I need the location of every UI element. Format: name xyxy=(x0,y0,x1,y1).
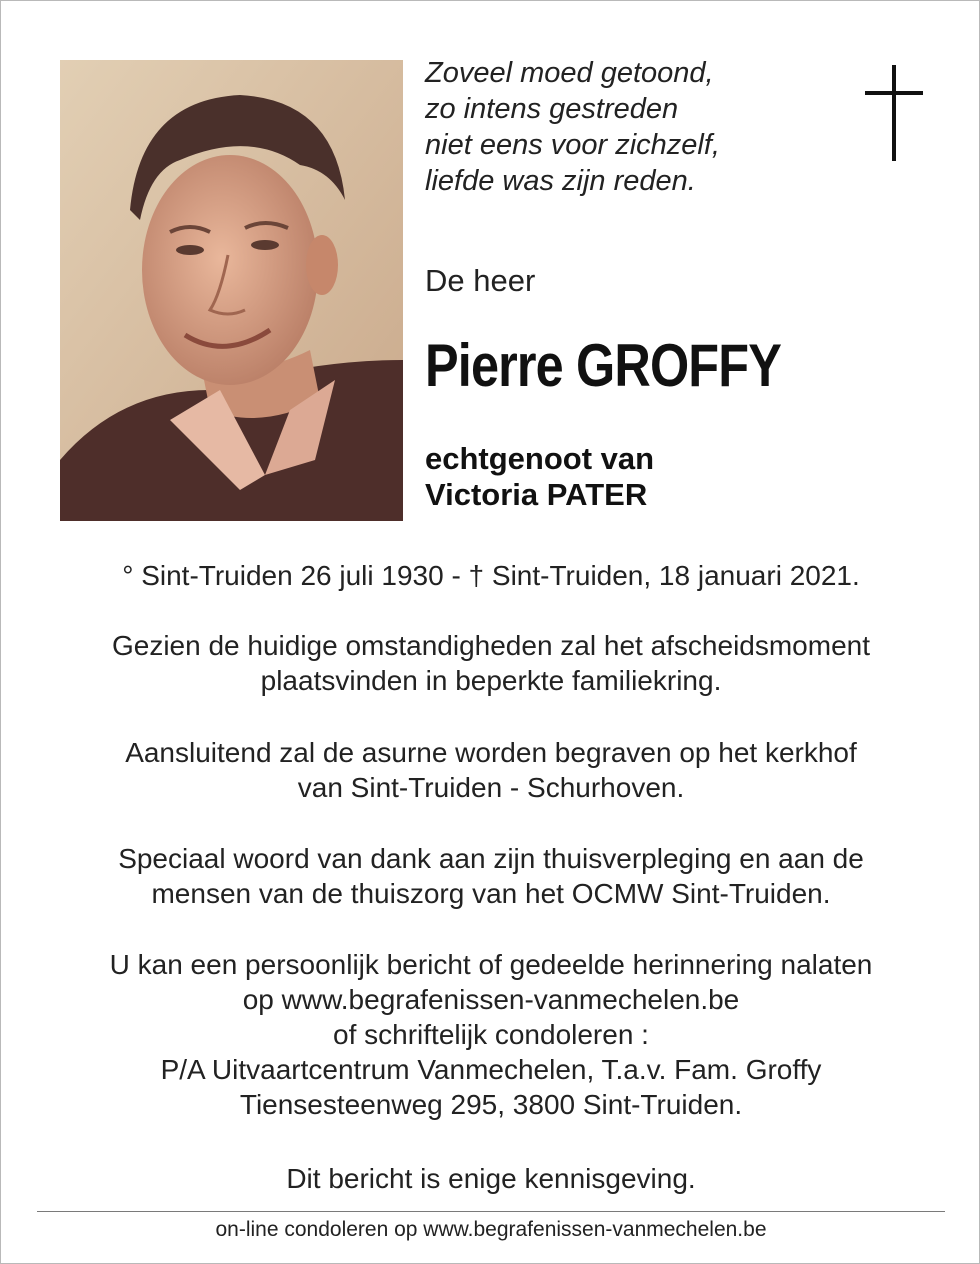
condolence-paragraph xyxy=(41,947,941,1122)
footer-condolence-link[interactable]: on-line condoleren op www.begrafenissen-vanmechelen.be xyxy=(215,1218,767,1241)
honorific: De heer xyxy=(425,263,536,298)
spouse-block xyxy=(425,441,654,513)
relation-label: echtgenoot van xyxy=(425,441,655,476)
cross-icon xyxy=(865,65,923,161)
paragraph-line: Speciaal woord van dank aan zijn thuisverpleging en aan de xyxy=(118,843,864,874)
poem-line: Zoveel moed getoond, xyxy=(425,57,714,89)
ceremony-paragraph xyxy=(41,628,941,698)
notice-line: Dit bericht is enige kennisgeving. xyxy=(286,1163,696,1194)
poem-line: liefde was zijn reden. xyxy=(425,165,696,197)
paragraph-line: P/A Uitvaartcentrum Vanmechelen, T.a.v. Fam. Groffy xyxy=(160,1054,822,1085)
burial-paragraph xyxy=(41,735,941,805)
poem-line: niet eens voor zichzelf, xyxy=(425,129,720,161)
portrait-photo xyxy=(60,60,403,521)
condolence-website-link[interactable]: op www.begrafenissen-vanmechelen.be xyxy=(242,984,740,1015)
paragraph-line: mensen van de thuiszorg van het OCMW Sint-Truiden. xyxy=(151,878,831,909)
poem-line: zo intens gestreden xyxy=(425,93,679,125)
paragraph-line: van Sint-Truiden - Schurhoven. xyxy=(297,772,685,803)
paragraph-line: of schriftelijk condoleren : xyxy=(333,1019,649,1050)
paragraph-line: Aansluitend zal de asurne worden begraven op het kerkhof xyxy=(125,737,857,768)
paragraph-line: Gezien de huidige omstandigheden zal het afscheidsmoment xyxy=(111,630,871,661)
spouse-name: Victoria PATER xyxy=(425,477,648,512)
thanks-paragraph xyxy=(41,841,941,911)
life-dates: ° Sint-Truiden 26 juli 1930 - † Sint-Truiden, 18 januari 2021. xyxy=(122,560,860,591)
footer-divider xyxy=(37,1211,945,1212)
memorial-poem xyxy=(425,55,720,199)
paragraph-line: plaatsvinden in beperkte familiekring. xyxy=(260,665,722,696)
paragraph-line: Tiensesteenweg 295, 3800 Sint-Truiden. xyxy=(239,1089,743,1120)
deceased-name: Pierre GROFFY xyxy=(425,332,781,399)
paragraph-line: U kan een persoonlijk bericht of gedeelde herinnering nalaten xyxy=(109,949,873,980)
